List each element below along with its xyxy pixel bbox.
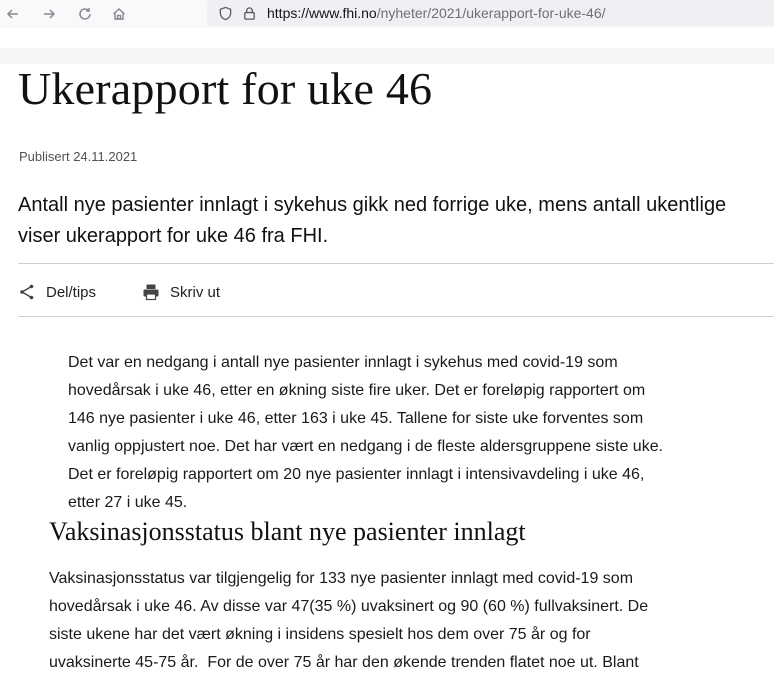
text-line: 146 nye pasienter i uke 46, etter 163 i uke 45. Tallene for siste uke forventes som [68,410,644,427]
home-icon[interactable] [109,4,129,24]
body-paragraph [49,565,749,677]
forward-arrow-icon[interactable] [39,4,59,24]
text-line: hovedårsak i uke 46. Av disse var 47(35 %) uvaksinert og 90 (60 %) fullvaksinert. De [49,598,649,615]
print-button[interactable] [142,283,220,301]
published-date: Publisert 24.11.2021 [19,149,138,164]
divider [18,263,774,264]
lead-line: Antall nye pasienter innlagt i sykehus gikk ned forrige uke, mens antall ukentlige [18,194,727,216]
address-bar[interactable] [207,0,774,26]
divider [18,316,774,317]
article-actions [18,281,220,303]
share-button[interactable] [18,283,96,301]
reload-icon[interactable] [75,4,95,24]
text-line: siste ukene har det vært økning i insidens spesielt hos dem over 75 år og for [49,626,591,643]
lead-line: viser ukerapport for uke 46 fra FHI. [18,225,329,247]
share-icon [18,283,36,301]
lock-icon[interactable] [241,5,257,21]
text-line: Det var en nedgang i antall nye pasienter innlagt i sykehus med covid-19 som [68,354,618,371]
print-label: Skriv ut [170,283,221,301]
shield-icon[interactable] [217,5,233,21]
text-line: etter 27 i uke 45. [68,494,188,511]
back-arrow-icon[interactable] [3,4,23,24]
text-line: vanlig oppjustert noe. Det har vært en nedgang i de fleste aldersgruppene siste uke. [68,438,664,455]
text-line: Det er foreløpig rapportert om 20 nye pasienter innlagt i intensivavdeling i uke 46, [68,466,645,483]
url-text[interactable]: https://www.fhi.no/nyheter/2021/ukerapport-for-uke-46/ [267,5,606,21]
share-label: Del/tips [46,283,97,301]
printer-icon [142,283,160,301]
text-line: hovedårsak i uke 46, etter en økning siste fire uker. Det er foreløpig rapportert om [68,382,646,399]
body-paragraph [68,349,748,517]
lead-paragraph [18,190,774,252]
section-heading: Vaksinasjonsstatus blant nye pasienter innlagt [49,517,526,546]
text-line: Vaksinasjonsstatus var tilgjengelig for 133 nye pasienter innlagt med covid-19 som [49,570,634,587]
browser-toolbar [0,0,774,28]
text-line: uvaksinerte 45-75 år. For de over 75 år har den økende trenden flatet noe ut. Blant [49,654,639,671]
page-title: Ukerapport for uke 46 [18,63,433,114]
